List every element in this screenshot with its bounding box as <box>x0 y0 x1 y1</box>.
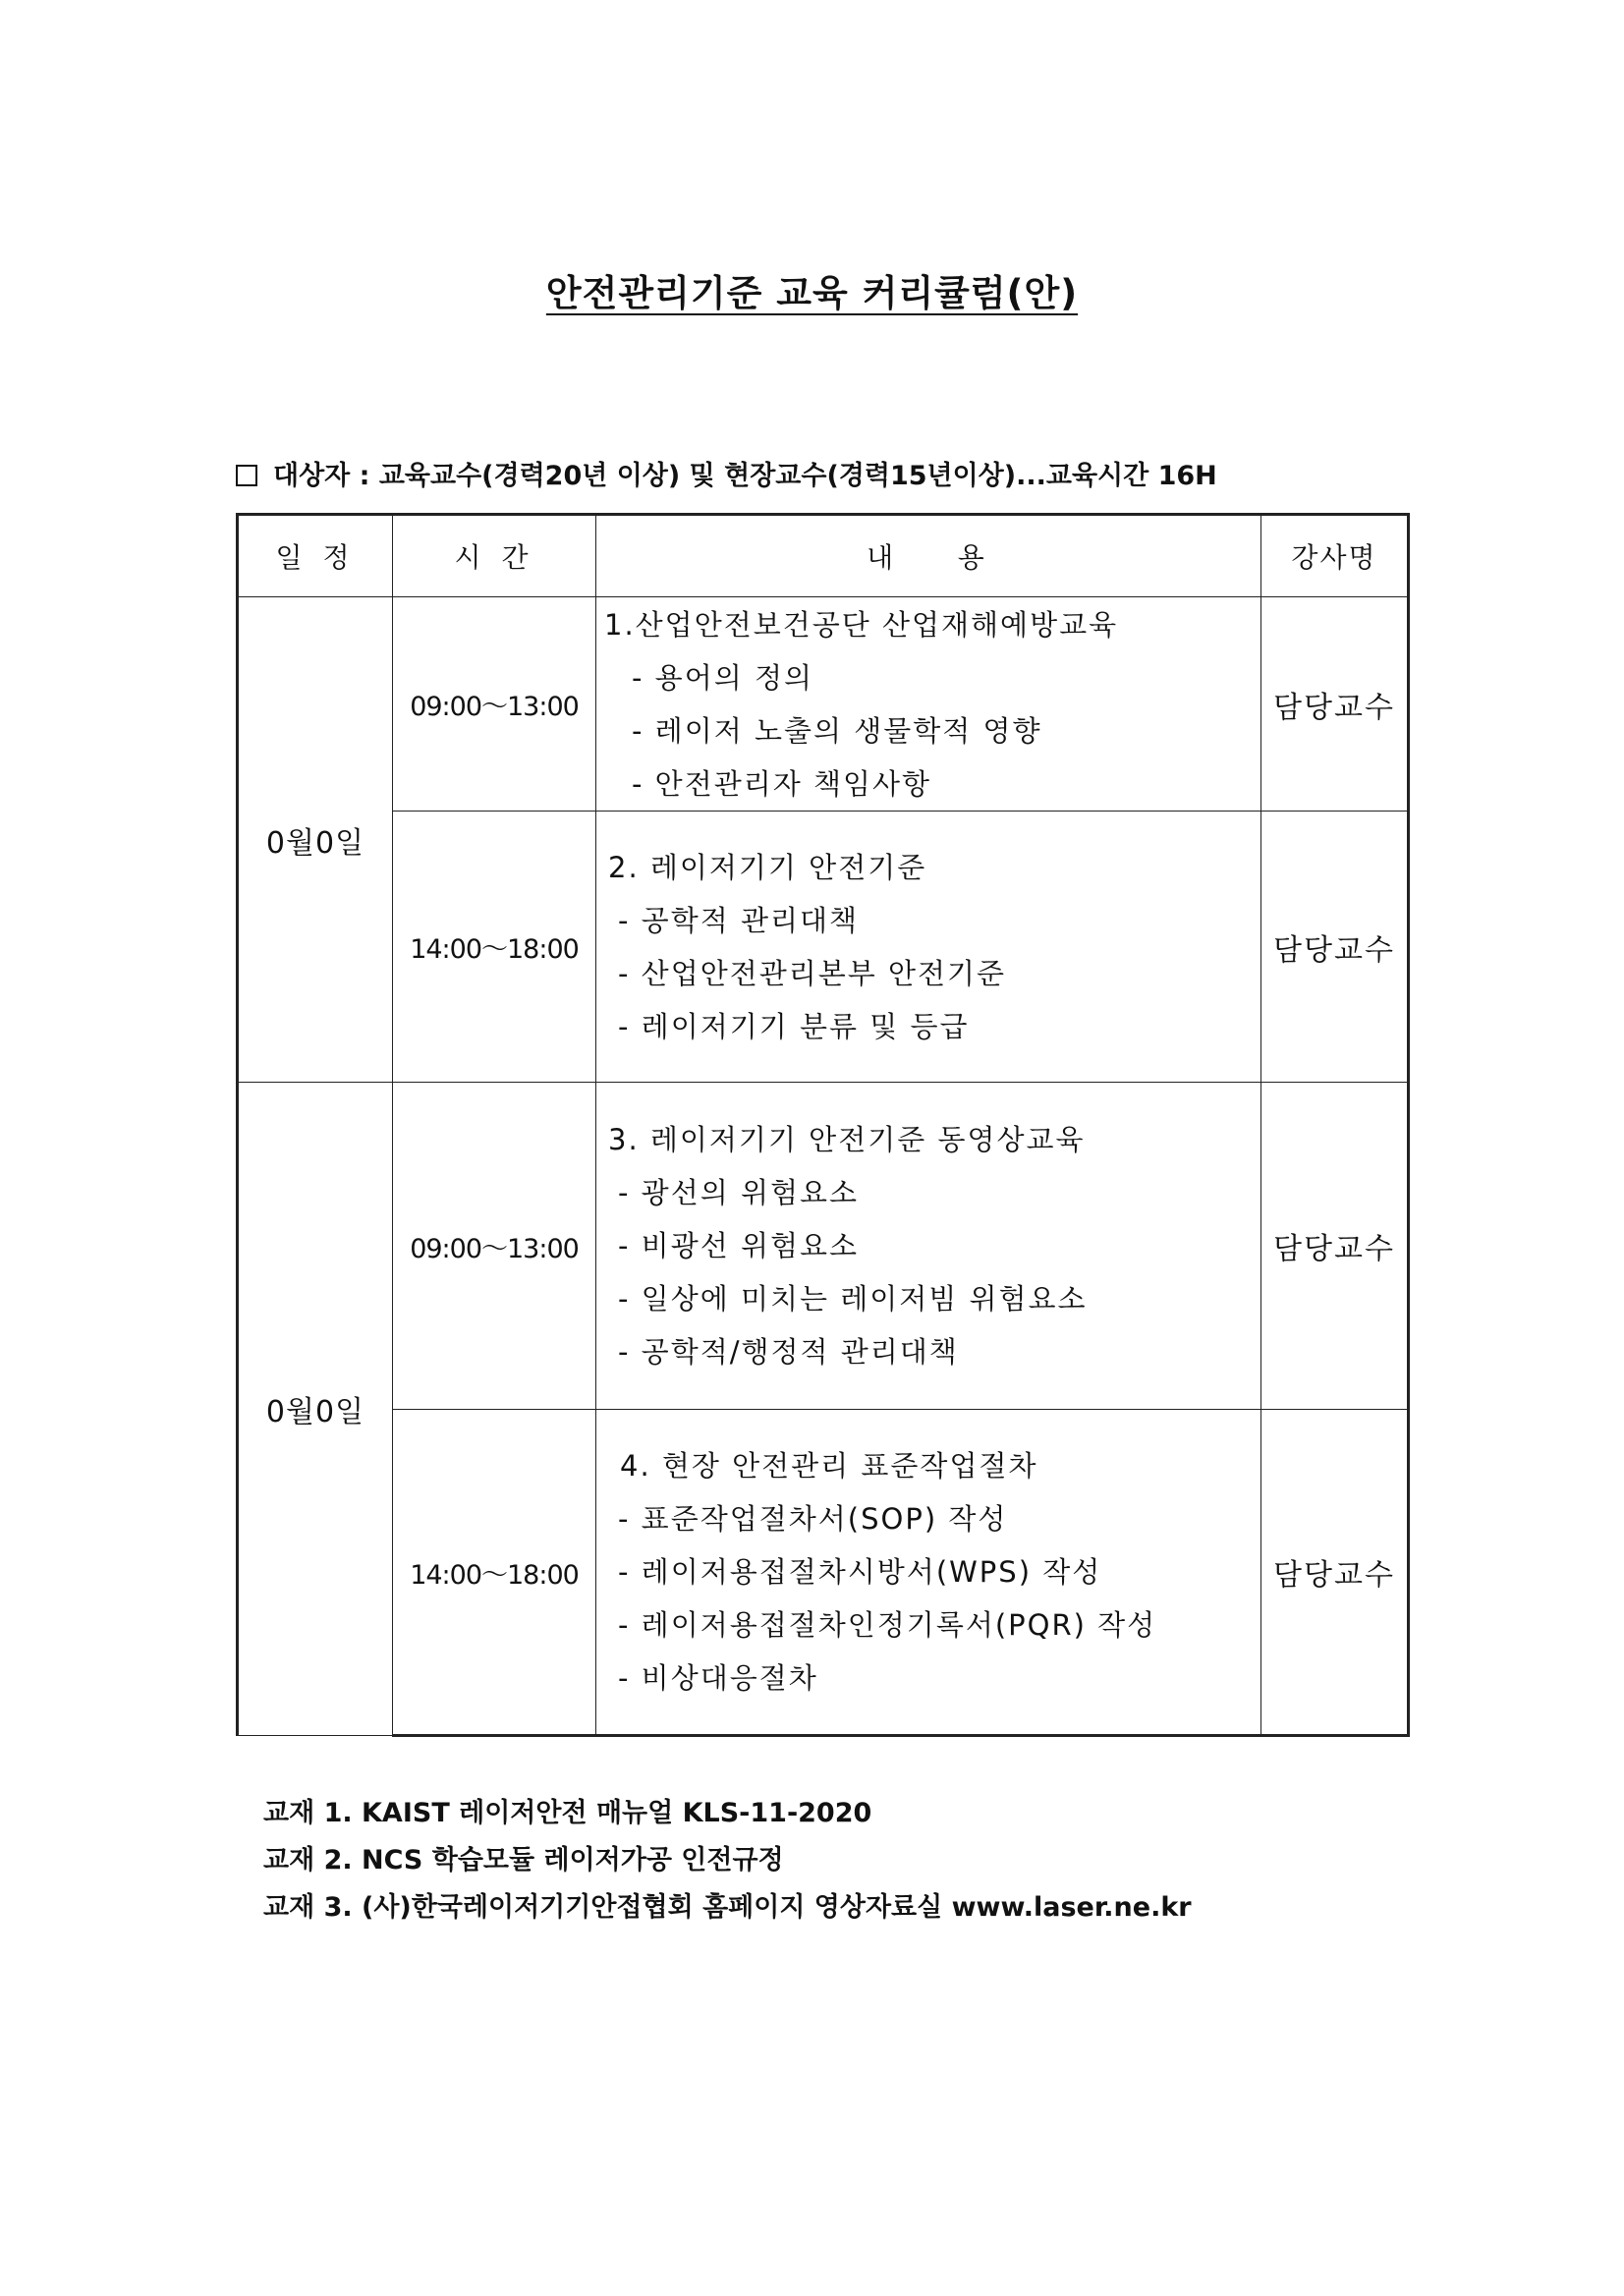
day2-session1-content <box>596 1083 1261 1410</box>
session-item: - 표준작업절차서(SOP) 작성 <box>618 1502 1008 1536</box>
day1-session1-teacher: 담당교수 <box>1261 597 1409 812</box>
day2-session2-time: 14:00～18:00 <box>393 1410 596 1736</box>
session-item: - 안전관리자 책임사항 <box>632 766 932 801</box>
header-date: 일 정 <box>238 515 393 597</box>
session-item: - 용어의 정의 <box>632 660 813 695</box>
session-item: - 공학적 관리대책 <box>618 903 859 937</box>
document-title <box>0 263 1624 316</box>
target-audience-text: 대상자 : 교육교수(경력20년 이상) 및 현장교수(경력15년이상)...교육시간 16H <box>273 461 1217 491</box>
header-time: 시 간 <box>393 515 596 597</box>
target-audience-line <box>236 454 1217 492</box>
day2-session1-teacher: 담당교수 <box>1261 1083 1409 1410</box>
table-header-row <box>238 515 1409 597</box>
textbook-list <box>263 1790 1192 1932</box>
day2-session1-time: 09:00～13:00 <box>393 1083 596 1410</box>
header-teacher: 강사명 <box>1261 515 1409 597</box>
curriculum-table <box>236 513 1410 1737</box>
day1-session1-content <box>596 597 1261 812</box>
session-heading: 3. 레이저기기 안전기준 동영상교육 <box>608 1123 1086 1156</box>
session-heading: 4. 현장 안전관리 표준작업절차 <box>620 1449 1038 1483</box>
textbook-item: 교재 1. KAIST 레이저안전 매뉴얼 KLS-11-2020 <box>263 1798 872 1828</box>
session-item: - 광선의 위험요소 <box>618 1176 859 1209</box>
session-item: - 레이저용접절차시방서(WPS) 작성 <box>618 1555 1102 1589</box>
session-item: - 산업안전관리본부 안전기준 <box>618 956 1007 990</box>
day1-date: 0월0일 <box>238 597 393 1083</box>
session-item: - 레이저 노출의 생물학적 영향 <box>632 713 1042 748</box>
day1-session2-content <box>596 812 1261 1083</box>
session-item: - 공학적/행정적 관리대책 <box>618 1335 959 1369</box>
session-item: - 비광선 위험요소 <box>618 1229 859 1262</box>
day2-date: 0월0일 <box>238 1083 393 1736</box>
day2-session2-content <box>596 1410 1261 1736</box>
table-row <box>238 1410 1409 1736</box>
session-item: - 레이저용접절차인정기록서(PQR) 작성 <box>618 1608 1157 1642</box>
day1-session1-time: 09:00～13:00 <box>393 597 596 812</box>
session-heading: 2. 레이저기기 안전기준 <box>608 850 927 884</box>
textbook-item: 교재 3. (사)한국레이저기기안접협회 홈페이지 영상자료실 www.laser.ne.kr <box>263 1892 1192 1923</box>
table-row <box>238 812 1409 1083</box>
session-item: - 비상대응절차 <box>618 1661 818 1695</box>
day1-session2-teacher: 담당교수 <box>1261 812 1409 1083</box>
table-row <box>238 597 1409 812</box>
session-item: - 일상에 미치는 레이저빔 위험요소 <box>618 1282 1088 1316</box>
day1-session2-time: 14:00～18:00 <box>393 812 596 1083</box>
header-content: 내 용 <box>596 515 1261 597</box>
checkbox-square-icon <box>236 465 257 486</box>
day2-session2-teacher: 담당교수 <box>1261 1410 1409 1736</box>
session-heading: 1.산업안전보건공단 산업재해예방교육 <box>604 607 1119 642</box>
table-row <box>238 1083 1409 1410</box>
session-item: - 레이저기기 분류 및 등급 <box>618 1009 970 1043</box>
textbook-item: 교재 2. NCS 학습모듈 레이저가공 인전규정 <box>263 1845 784 1876</box>
document-title-text: 안전관리기준 교육 커리큘럼(안) <box>545 272 1079 314</box>
